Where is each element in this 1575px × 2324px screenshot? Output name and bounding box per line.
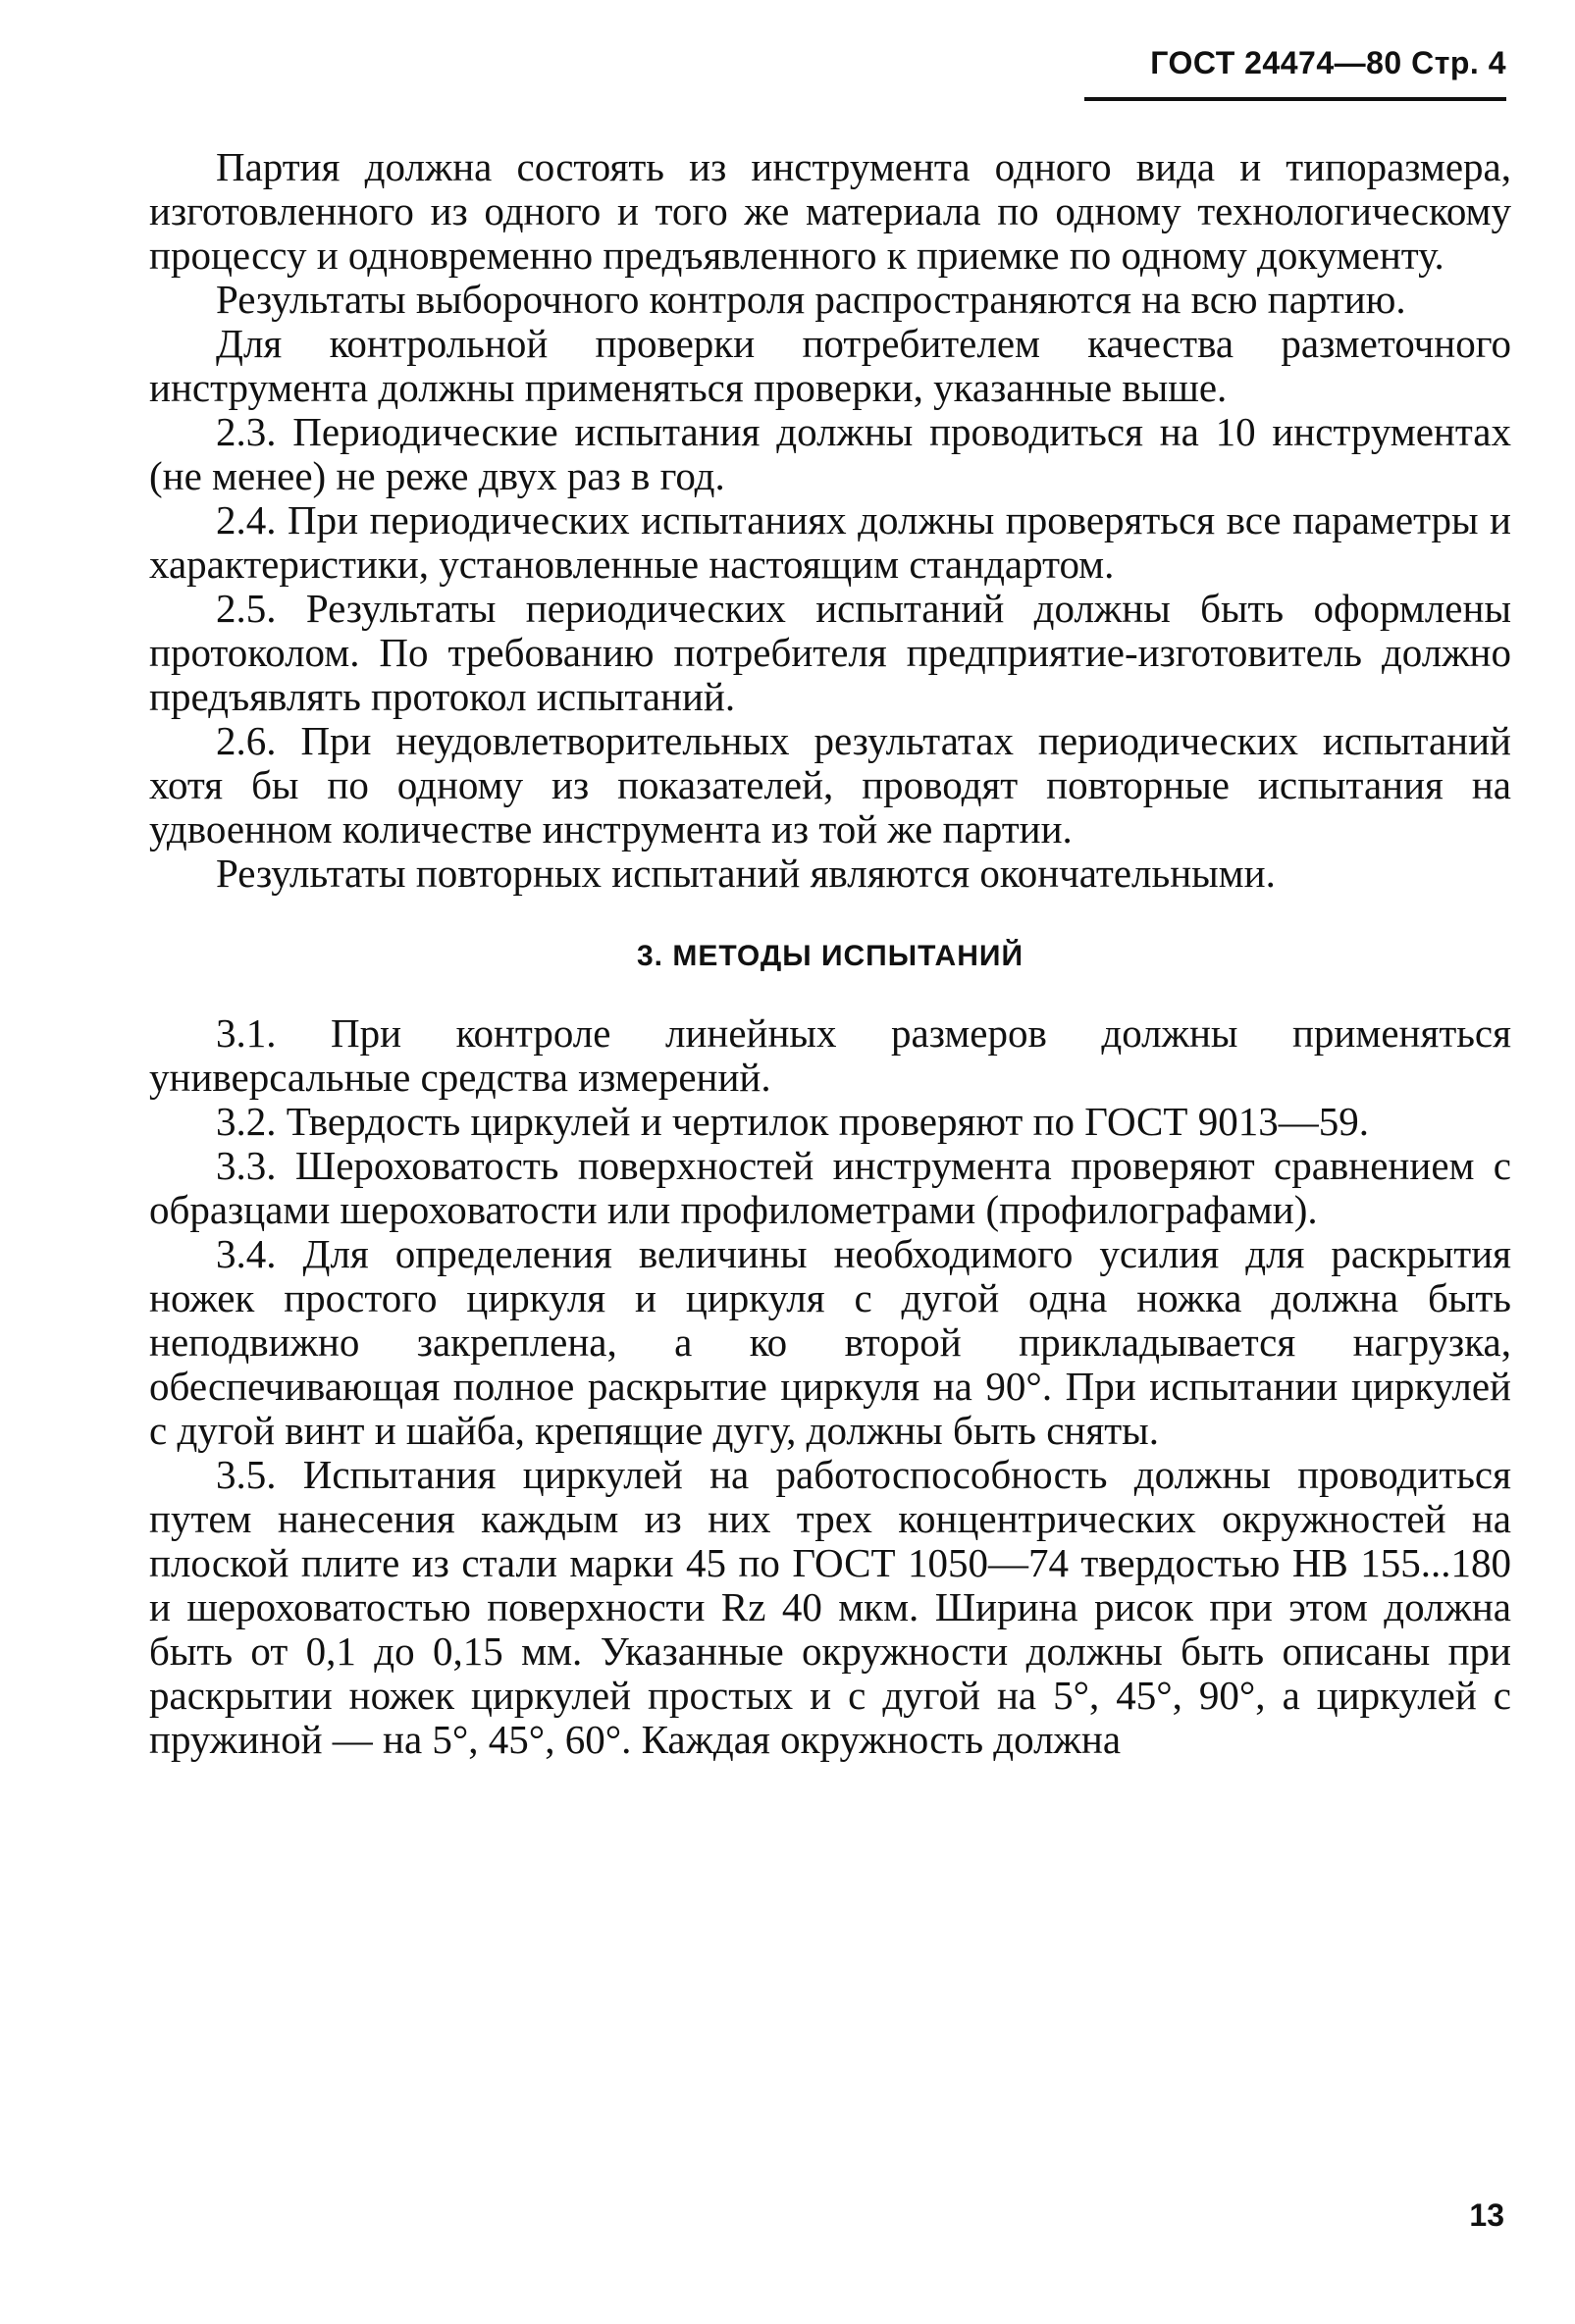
paragraph-sample-results: Результаты выборочного контроля распространяются на всю партию. — [216, 277, 1406, 322]
paragraph-3-3: 3.3. Шероховатость поверхностей инструмента проверяют сравнением с образцами шероховатости или профилометрами (профилографами). — [149, 1143, 1511, 1232]
paragraph-3-5: 3.5. Испытания циркулей на работоспособность должны проводиться путем нанесения каждым из них трех концентрических окружностей на плоской плите из стали марки 45 по ГОСТ 1050—74 твердостью НВ 155...180 и шероховатостью поверхности Rz 40 мкм. Ширина рисок при этом должна быть от 0,1 до 0,15 мм. Указанные окружности должны быть описаны при раскрытии ножек циркулей простых и с дугой на 5°, 45°, 90°, а циркулей с пружиной — на 5°, 45°, 60°. Каждая окружность должна — [149, 1452, 1511, 1762]
paragraph-2-5: 2.5. Результаты периодических испытаний должны быть оформлены протоколом. По требованию потребителя предприятие-изготовитель должно предъявлять протокол испытаний. — [149, 586, 1511, 719]
paragraph-consumer-check: Для контрольной проверки потребителем качества разметочного инструмента должны применяться проверки, указанные выше. — [149, 321, 1511, 410]
section-title-test-methods: 3. МЕТОДЫ ИСПЫТАНИЙ — [637, 940, 1024, 972]
paragraph-2-6: 2.6. При неудовлетворительных результатах периодических испытаний хотя бы по одному из показателей, проводят повторные испытания на удвоенном количестве инструмента из той же партии. — [149, 718, 1511, 852]
paragraph-2-4: 2.4. При периодических испытаниях должны проверяться все параметры и характеристики, установленные настоящим стандартом. — [149, 497, 1511, 587]
paragraph-2-3: 2.3. Периодические испытания должны проводиться на 10 инструментах (не менее) не реже двух раз в год. — [149, 409, 1511, 498]
paragraph-3-1: 3.1. При контроле линейных размеров должны применяться универсальные средства измерений. — [149, 1010, 1511, 1100]
paragraph-final-results: Результаты повторных испытаний являются окончательными. — [216, 851, 1276, 896]
document-body — [149, 145, 1511, 1762]
header-rule — [1084, 97, 1506, 101]
paragraph-batch-definition: Партия должна состоять из инструмента одного вида и типоразмера, изготовленного из одного и того же материала по одному технологическому процессу и одновременно предъявленного к приемке по одному документу. — [149, 144, 1511, 278]
paragraph-3-2: 3.2. Твердость циркулей и чертилок проверяют по ГОСТ 9013—59. — [216, 1099, 1369, 1144]
page-header: ГОСТ 24474—80 Стр. 4 — [1150, 45, 1506, 80]
paragraph-3-4: 3.4. Для определения величины необходимого усилия для раскрытия ножек простого циркуля и циркуля с дугой одна ножка должна быть неподвижно закреплена, а ко второй прикладывается нагрузка, обеспечивающая полное раскрытие циркуля на 90°. При испытании циркулей с дугой винт и шайба, крепящие дугу, должны быть сняты. — [149, 1231, 1511, 1453]
page-number: 13 — [1469, 2197, 1504, 2233]
